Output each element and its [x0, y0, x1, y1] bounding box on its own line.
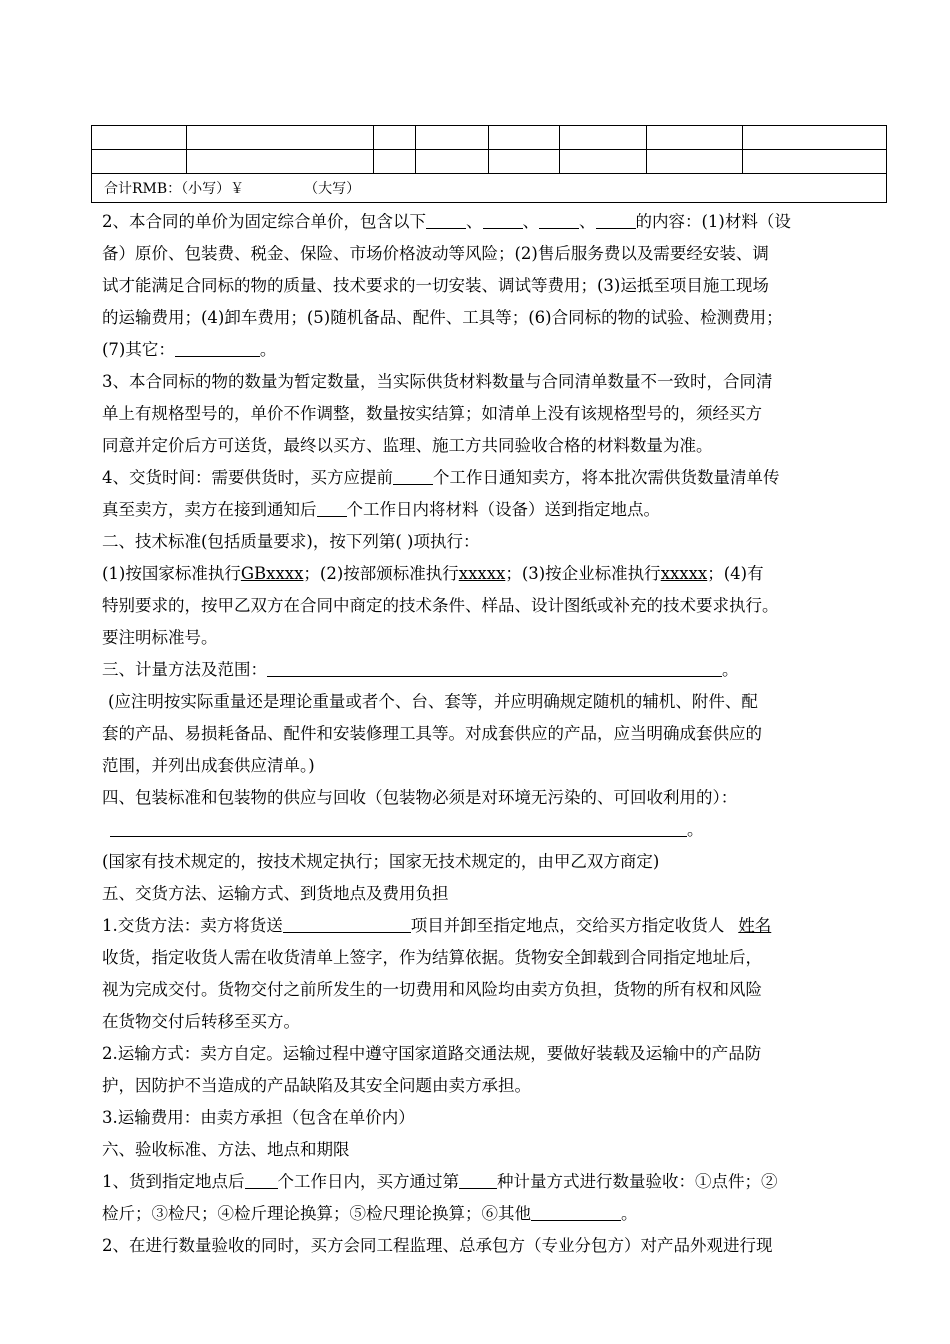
text-span: 的内容：(1)材料（设	[635, 212, 791, 231]
text-span: ；(3)按企业标准执行	[505, 564, 661, 583]
standard-code: GBxxxx	[240, 564, 304, 583]
section-heading: 二、技术标准(包括质量要求)，按下列第( )项执行：	[102, 532, 480, 551]
paragraph-line	[102, 462, 882, 494]
paragraph-line	[102, 494, 882, 526]
text-span: 、	[466, 212, 483, 231]
text-span: 、	[522, 212, 539, 231]
table-cell	[489, 150, 560, 174]
price-table	[91, 125, 887, 203]
blank-field	[245, 1170, 278, 1189]
table-cell	[743, 150, 887, 174]
paragraph-line: 护，因防护不当造成的产品缺陷及其安全问题由卖方承担。	[102, 1076, 531, 1095]
table-cell	[187, 126, 374, 150]
paragraph-line: 试才能满足合同标的物的质量、技术要求的一切安装、调试等费用；(3)运抵至项目施工现场	[102, 276, 769, 295]
paragraph-line: (应注明按实际重量还是理论重量或者个、台、套等，并应明确规定随机的辅机、附件、配	[108, 692, 758, 711]
text-span: 个工作日内，买方通过第	[277, 1172, 459, 1191]
text-span: 。	[722, 660, 739, 679]
blank-field	[539, 210, 579, 229]
paragraph-line	[102, 814, 882, 846]
section-heading	[102, 654, 882, 686]
text-span: 。	[687, 820, 704, 839]
paragraph-line	[102, 1198, 882, 1230]
text-span: 个工作日内将材料（设备）送到指定地点。	[346, 500, 660, 519]
table-cell	[416, 150, 489, 174]
table-row	[92, 126, 887, 150]
paragraph-line	[102, 910, 882, 942]
text-span: 1、货到指定地点后	[102, 1172, 245, 1191]
text-span: (1)按国家标准执行	[102, 564, 241, 583]
table-cell	[647, 150, 743, 174]
table-cell	[489, 126, 560, 150]
text-span: 个工作日通知卖方，将本批次需供货数量清单传	[433, 468, 780, 487]
section-heading: 五、交货方法、运输方式、到货地点及费用负担	[102, 884, 449, 903]
blank-field	[596, 210, 636, 229]
contract-body	[102, 206, 882, 1262]
text-span: 。	[621, 1204, 638, 1223]
total-cell	[92, 174, 887, 203]
clause-2-line	[102, 206, 882, 238]
paragraph-line: 单上有规格型号的，单价不作调整，数量按实结算；如清单上没有该规格型号的，须经买方	[102, 404, 762, 423]
paragraph-line	[102, 558, 882, 590]
blank-field	[283, 914, 411, 933]
receiver-name: 姓名	[738, 916, 772, 935]
blank-field	[426, 210, 466, 229]
paragraph-line: 范围，并列出成套供应清单。)	[102, 756, 315, 775]
table-cell	[92, 126, 187, 150]
total-big-label: （大写）	[304, 181, 361, 197]
paragraph-line: 3.运输费用：由卖方承担（包含在单价内）	[102, 1108, 415, 1127]
paragraph-line	[102, 334, 882, 366]
table-cell	[560, 126, 647, 150]
text-span: ；(2)按部颁标准执行	[303, 564, 459, 583]
table-cell	[92, 150, 187, 174]
paragraph-line: 同意并定价后方可送货，最终以买方、监理、施工方共同验收合格的材料数量为准。	[102, 436, 713, 455]
text-span: 检斤；③检尺；④检斤理论换算；⑤检尺理论换算；⑥其他	[102, 1204, 531, 1223]
text-span: (7)其它：	[102, 340, 175, 359]
blank-field	[393, 466, 433, 485]
table-cell	[416, 126, 489, 150]
total-label: 合计RMB：（小写）￥	[104, 181, 245, 197]
blank-field	[317, 498, 347, 517]
standard-code: xxxxx	[660, 564, 708, 583]
table-cell	[374, 126, 416, 150]
standard-code: xxxxx	[458, 564, 506, 583]
paragraph-line: 套的产品、易损耗备品、配件和安装修理工具等。对成套供应的产品，应当明确成套供应的	[102, 724, 762, 743]
text-span: 。	[259, 340, 277, 359]
paragraph-line: 备）原价、包装费、税金、保险、市场价格波动等风险；(2)售后服务费以及需要经安装、调	[102, 244, 769, 263]
paragraph-line: 特别要求的，按甲乙双方在合同中商定的技术条件、样品、设计图纸或补充的技术要求执行。	[102, 596, 779, 615]
blank-field	[267, 658, 722, 677]
text-span: 1.交货方法：卖方将货送	[102, 916, 283, 935]
paragraph-line	[102, 1166, 882, 1198]
paragraph-line: 3、本合同标的物的数量为暂定数量，当实际供货材料数量与合同清单数量不一致时，合同清	[102, 372, 773, 391]
table-cell	[187, 150, 374, 174]
blank-field	[459, 1170, 497, 1189]
text-span: 真至卖方，卖方在接到通知后	[102, 500, 317, 519]
table-cell	[743, 126, 887, 150]
blank-field	[531, 1202, 621, 1221]
blank-field	[175, 338, 260, 357]
table-row	[92, 150, 887, 174]
blank-field	[483, 210, 523, 229]
paragraph-line: 2、在进行数量验收的同时，买方会同工程监理、总承包方（专业分包方）对产品外观进行现	[102, 1236, 773, 1255]
paragraph-line: (国家有技术规定的，按技术规定执行；国家无技术规定的，由甲乙双方商定)	[102, 852, 660, 871]
paragraph-line: 在货物交付后转移至买方。	[102, 1012, 300, 1031]
text-span: 、	[579, 212, 596, 231]
text-span: 种计量方式进行数量验收：①点件；②	[497, 1172, 778, 1191]
paragraph-line: 的运输费用；(4)卸车费用；(5)随机备品、配件、工具等；(6)合同标的物的试验、检测费用；	[102, 308, 783, 327]
text-span: 项目并卸至指定地点，交给买方指定收货人	[410, 916, 725, 935]
table-cell	[374, 150, 416, 174]
total-row	[92, 174, 887, 203]
section-heading: 四、包装标准和包装物的供应与回收（包装物必须是对环境无污染的、可回收利用的）：	[102, 788, 738, 807]
text-span: 4、交货时间：需要供货时，买方应提前	[102, 468, 393, 487]
table-cell	[560, 150, 647, 174]
text-span: 2、本合同的单价为固定综合单价，包含以下	[102, 212, 426, 231]
text-span: 三、计量方法及范围：	[102, 660, 267, 679]
section-heading: 六、验收标准、方法、地点和期限	[102, 1140, 350, 1159]
paragraph-line: 视为完成交付。货物交付之前所发生的一切费用和风险均由卖方负担，货物的所有权和风险	[102, 980, 762, 999]
paragraph-line: 收货，指定收货人需在收货清单上签字，作为结算依据。货物安全卸载到合同指定地址后，	[102, 948, 762, 967]
text-span: ；(4)有	[707, 564, 764, 583]
blank-field	[110, 818, 687, 837]
table-cell	[647, 126, 743, 150]
paragraph-line: 2.运输方式：卖方自定。运输过程中遵守国家道路交通法规，要做好装载及运输中的产品防	[102, 1044, 762, 1063]
paragraph-line: 要注明标准号。	[102, 628, 218, 647]
